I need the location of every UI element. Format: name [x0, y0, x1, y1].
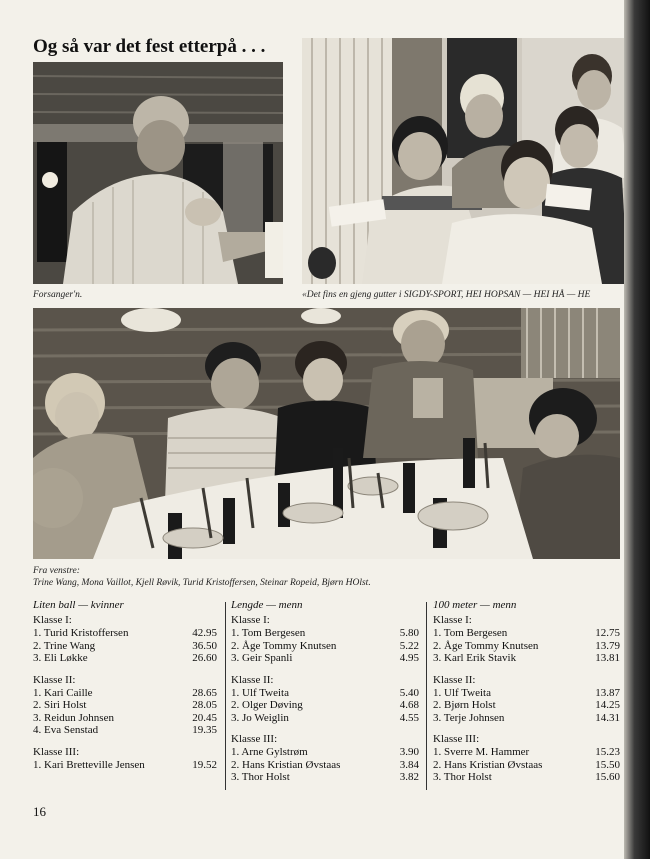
spacer [231, 665, 419, 674]
athlete-name: 1. Ulf Tweita [433, 686, 491, 699]
result-row [433, 712, 620, 725]
result-row [33, 687, 217, 700]
athlete-name: 1. Tom Bergesen [231, 627, 306, 639]
klasse-heading: Klasse III: [231, 733, 278, 745]
result-row [231, 652, 419, 665]
athlete-name: 3. Karl Erik Stavik [433, 652, 517, 664]
book-spine-edge [624, 0, 650, 859]
athlete-name: 2. Åge Tommy Knutsen [433, 639, 539, 652]
result-row [433, 746, 620, 759]
result-value: 19.52 [192, 758, 217, 771]
result-row [231, 640, 419, 653]
klasse-heading: Klasse II: [231, 673, 274, 686]
spacer [33, 737, 217, 746]
result-row [33, 640, 217, 653]
result-value: 3.90 [399, 746, 419, 758]
athlete-name: 3. Thor Holst [231, 771, 290, 783]
results-column-100-meter [433, 599, 620, 784]
athlete-name: 1. Arne Gylstrøm [231, 746, 308, 758]
result-value: 15.60 [595, 771, 620, 783]
result-row [33, 759, 217, 772]
klasse-heading: Klasse I: [231, 614, 270, 626]
result-value: 15.23 [595, 746, 620, 758]
athlete-name: 3. Eli Løkke [33, 652, 88, 664]
spacer [33, 665, 217, 674]
klasse-heading: Klasse I: [433, 614, 472, 626]
result-value: 14.25 [595, 699, 620, 711]
result-row [231, 746, 419, 759]
klasse-heading: Klasse II: [33, 673, 76, 686]
result-value: 13.79 [595, 639, 620, 652]
result-value: 19.35 [192, 724, 217, 736]
result-value: 28.05 [192, 699, 217, 711]
athlete-name: 3. Jo Weiglin [231, 711, 289, 724]
caption-fest-bord [33, 565, 371, 589]
result-row [231, 771, 419, 784]
result-value: 36.50 [192, 639, 217, 652]
caption-gjeng-gutter: «Det fins en gjeng gutter i SIGDY-SPORT, HEI HOPSAN — HEI HÅ — HE [302, 290, 591, 300]
results-title: Liten ball — kvinner [33, 599, 124, 611]
spacer [231, 724, 419, 733]
result-row [433, 652, 620, 665]
result-value: 13.81 [595, 652, 620, 664]
photo-forsanger-image [33, 62, 283, 284]
klasse-heading: Klasse III: [433, 733, 480, 745]
athlete-name: 3. Geir Spanli [231, 652, 293, 664]
result-row [33, 652, 217, 665]
klasse-heading: Klasse I: [33, 614, 72, 626]
column-divider [426, 602, 427, 790]
athlete-name: 2. Siri Holst [33, 699, 87, 711]
athlete-name: 2. Åge Tommy Knutsen [231, 639, 337, 652]
klasse-heading: Klasse II: [433, 673, 476, 686]
result-row [33, 627, 217, 640]
result-value: 28.65 [192, 686, 217, 699]
athlete-name: 3. Reidun Johnsen [33, 711, 114, 724]
athlete-name: 1. Kari Bretteville Jensen [33, 758, 145, 771]
athlete-name: 2. Trine Wang [33, 639, 96, 652]
result-row [433, 759, 620, 772]
photo-fest-bord [33, 308, 620, 559]
result-value: 12.75 [595, 627, 620, 639]
athlete-name: 1. Sverre M. Hammer [433, 746, 530, 758]
result-value: 26.60 [192, 652, 217, 664]
result-row [231, 712, 419, 725]
result-row [231, 687, 419, 700]
result-row [231, 627, 419, 640]
athlete-name: 2. Bjørn Holst [433, 699, 496, 711]
result-row [231, 699, 419, 712]
result-row [433, 771, 620, 784]
athlete-name: 2. Hans Kristian Øvstaas [433, 758, 543, 771]
caption-forsanger: Forsanger'n. [33, 290, 83, 300]
results-column-lengde [231, 599, 419, 784]
athlete-name: 1. Kari Caille [33, 686, 93, 699]
athlete-name: 2. Olger Døving [231, 699, 303, 711]
athlete-name: 3. Thor Holst [433, 771, 492, 783]
result-value: 4.68 [399, 699, 419, 711]
result-row [433, 627, 620, 640]
result-value: 13.87 [595, 686, 620, 699]
result-row [433, 640, 620, 653]
athlete-name: 1. Tom Bergesen [433, 627, 508, 639]
athlete-name: 1. Ulf Tweita [231, 686, 289, 699]
athlete-name: 4. Eva Senstad [33, 724, 99, 736]
result-value: 20.45 [192, 711, 217, 724]
column-divider [225, 602, 226, 790]
result-value: 4.95 [399, 652, 419, 664]
result-row [433, 699, 620, 712]
result-value: 14.31 [595, 711, 620, 724]
caption-fest-bord-intro: Fra venstre: [33, 566, 80, 576]
result-row [33, 699, 217, 712]
spacer [433, 665, 620, 674]
result-value: 3.82 [399, 771, 419, 783]
klasse-heading: Klasse III: [33, 745, 80, 758]
spacer [433, 724, 620, 733]
result-row [433, 687, 620, 700]
result-row [231, 759, 419, 772]
page-number: 16 [33, 804, 46, 819]
photo-forsanger [33, 62, 283, 284]
result-value: 15.50 [595, 758, 620, 771]
result-value: 5.22 [399, 639, 419, 652]
result-row [33, 712, 217, 725]
result-value: 5.80 [399, 627, 419, 639]
photo-fest-bord-image [33, 308, 620, 559]
athlete-name: 3. Terje Johnsen [433, 711, 505, 724]
athlete-name: 1. Turid Kristoffersen [33, 627, 129, 639]
result-value: 5.40 [399, 686, 419, 699]
results-column-liten-ball [33, 599, 217, 771]
page-headline: Og så var det fest etterpå . . . [33, 36, 266, 57]
results-title: Lengde — menn [231, 599, 303, 611]
photo-gjeng-gutter [302, 38, 628, 284]
caption-fest-bord-names: Trine Wang, Mona Vaillot, Kjell Røvik, Turid Kristoffersen, Steinar Ropeid, Bjørn HOlst. [33, 578, 371, 588]
result-value: 42.95 [192, 627, 217, 639]
athlete-name: 2. Hans Kristian Øvstaas [231, 758, 341, 771]
photo-gjeng-gutter-image [302, 38, 628, 284]
result-value: 3.84 [399, 758, 419, 771]
result-row [33, 724, 217, 737]
results-title: 100 meter — menn [433, 599, 517, 611]
result-value: 4.55 [399, 711, 419, 724]
